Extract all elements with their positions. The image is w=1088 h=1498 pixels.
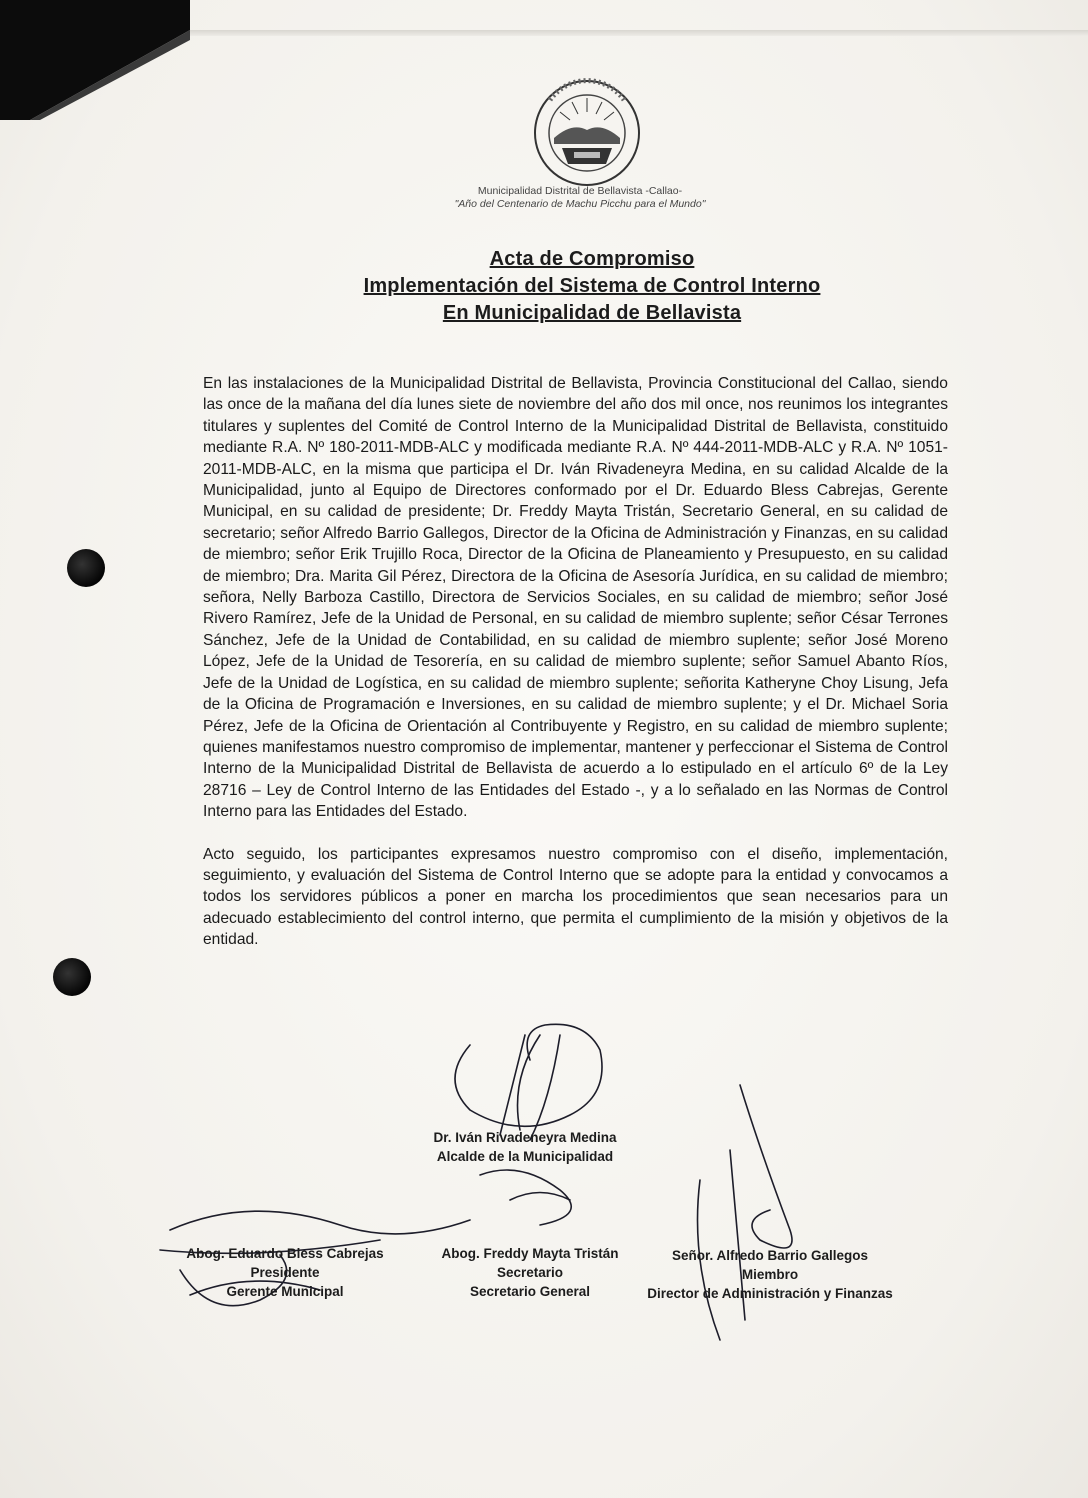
- mayor-name: Dr. Iván Rivadeneyra Medina: [433, 1130, 617, 1145]
- signature-block-secretary: [420, 1244, 640, 1301]
- punch-hole-top: [67, 549, 105, 587]
- signature-block-president: [155, 1244, 415, 1301]
- mayor-role: Alcalde de la Municipalidad: [436, 1149, 614, 1164]
- document-title: [232, 246, 952, 327]
- institution-header: Municipalidad Distrital de Bellavista -Callao-: [477, 185, 683, 197]
- signature-block-member: [630, 1246, 910, 1303]
- title-line-3: En Municipalidad de Bellavista: [442, 302, 742, 324]
- signature-block-mayor: [395, 1128, 655, 1166]
- document-body: [203, 373, 948, 951]
- president-position: Gerente Municipal: [226, 1284, 344, 1299]
- punch-hole-bottom: [53, 958, 91, 996]
- secretary-name: Abog. Freddy Mayta Tristán: [441, 1246, 619, 1261]
- folded-corner-shadow: [0, 0, 190, 120]
- president-role: Presidente: [250, 1265, 320, 1280]
- municipal-seal-icon: [532, 78, 642, 188]
- title-line-2: Implementación del Sistema de Control Interno: [363, 275, 821, 297]
- member-name: Señor. Alfredo Barrio Gallegos: [671, 1248, 869, 1263]
- secretary-role: Secretario: [496, 1265, 564, 1280]
- secretary-position: Secretario General: [469, 1284, 591, 1299]
- member-position: Director de Administración y Finanzas: [647, 1286, 893, 1301]
- president-name: Abog. Eduardo Bless Cabrejas: [186, 1246, 384, 1261]
- title-line-1: Acta de Compromiso: [489, 248, 695, 270]
- member-role: Miembro: [741, 1267, 799, 1282]
- body-paragraph-2: Acto seguido, los participantes expresamos nuestro compromiso con el diseño, implementación, seguimiento, y evaluación del Sistema de Control Interno que se adopte para la entidad y convocamos a todos los servidores públicos a poner en marcha los procedimientos que sean necesarios para un adecuado establecimiento del control interno, que permita el cumplimiento de la misión y objetivos de la entidad.: [203, 845, 948, 949]
- year-motto: "Año del Centenario de Machu Picchu para el Mundo": [454, 198, 706, 210]
- body-paragraph-1: En las instalaciones de la Municipalidad Distrital de Bellavista, Provincia Constitucional del Callao, siendo las once de la mañana del día lunes siete de noviembre del año dos mil once, nos reunimos los integrantes titulares y suplentes del Comité de Control Interno de la Municipalidad Distrital de Bellavista, constituido mediante R.A. Nº 180-2011-MDB-ALC y modificada mediante R.A. Nº 444-2011-MDB-ALC y R.A. Nº 1051-2011-MDB-ALC, en la misma que participa el Dr. Iván Rivadeneyra Medina, en su calidad Alcalde de la Municipalidad, junto al Equipo de Directores conformado por el Dr. Eduardo Bless Cabrejas, Gerente Municipal, en su calidad de presidente; Dr. Freddy Mayta Tristán, Secretario General, en su calidad de secretario; señor Alfredo Barrio Gallegos, Director de la Oficina de Administración y Finanzas, en su calidad de miembro; señor Erik Trujillo Roca, Director de la Oficina de Planeamiento y Presupuesto, en su calidad de miembro; Dra. Marita Gil Pérez, Directora de la Oficina de Asesoría Jurídica, en su calidad de miembro; señora, Nelly Barboza Castillo, Directora de Servicios Sociales, en su calidad de miembro; señor José Rivero Ramírez, Jefe de la Unidad de Personal, en su calidad de miembro suplente; señor César Terrones Sánchez, Jefe de la Unidad de Contabilidad, en su calidad de miembro suplente; señor José Moreno López, Jefe de la Unidad de Tesorería, en su calidad de miembro suplente; señor Samuel Abanto Ríos, Jefe de la Unidad de Logística, en su calidad de miembro suplente; señorita Katheryne Choy Lisung, Jefa de la Oficina de Programación e Inversiones, en su calidad de miembro suplente; y el Dr. Michael Soria Pérez, Jefe de la Oficina de Orientación al Contribuyente y Registro, en su calidad de miembro suplente; quienes manifestamos nuestro compromiso de implementar, mantener y perfeccionar el Sistema de Control Interno de la Municipalidad Distrital de Bellavista de acuerdo a lo estipulado en el artículo 6º de la Ley 28716 – Ley de Control Interno de las Entidades del Estado -, y a lo señalado en las Normas de Control Interno para las Entidades del Estado.: [203, 375, 948, 821]
